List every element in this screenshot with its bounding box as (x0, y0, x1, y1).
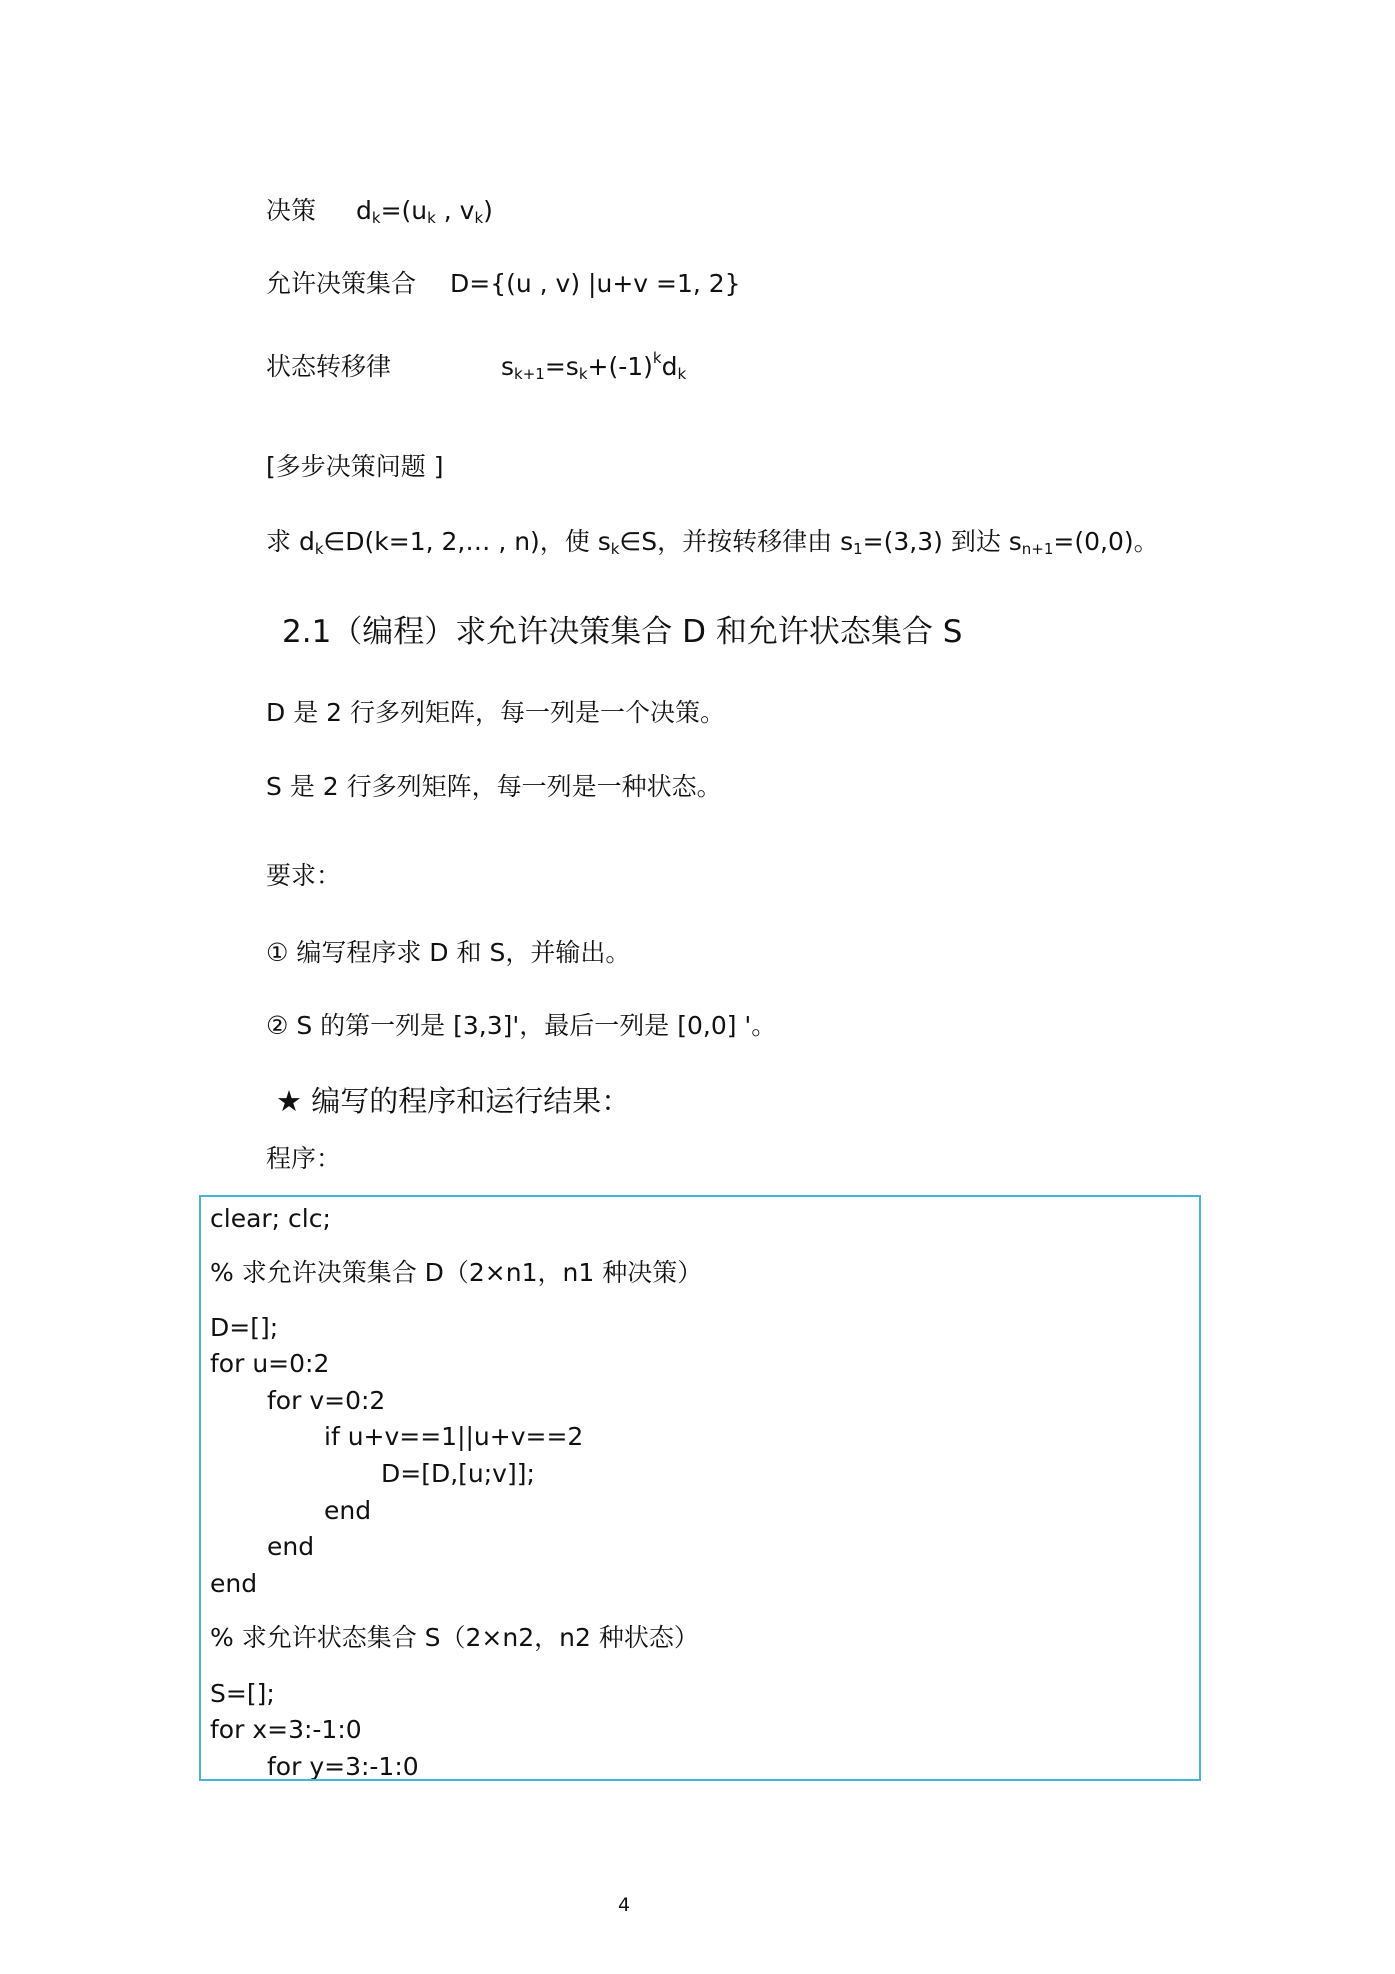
code-line: if u+v==1||u+v==2 (324, 1422, 584, 1451)
decision-formula: $d_k=(u_k$ , $v_k$) (356, 196, 493, 227)
transition-label: 状态转移律 (266, 352, 392, 381)
allowed-decision-line (266, 268, 741, 300)
requirement-1: ① 编写程序求 D 和 S，并输出。 (266, 938, 631, 967)
code-line: D=[D,[u;v]]; (381, 1459, 535, 1488)
d-description: D 是 2 行多列矩阵，每一列是一个决策。 (266, 698, 725, 727)
program-results-heading: ★ 编写的程序和运行结果： (276, 1084, 631, 1118)
code-line: for y=3:-1:0 (267, 1752, 419, 1781)
code-line: % 求允许状态集合 S（2×n2，n2 种状态） (210, 1623, 699, 1652)
code-line: for x=3:-1:0 (210, 1715, 362, 1744)
code-line: end (324, 1496, 372, 1525)
problem-title: [多步决策问题 ] (266, 452, 444, 481)
code-line: end (210, 1569, 258, 1598)
code-line: D=[]; (210, 1313, 279, 1342)
section-heading: 2.1（编程）求允许决策集合 D 和允许状态集合 S (282, 614, 963, 650)
transition-line (266, 342, 686, 390)
code-line: % 求允许决策集合 D（2×n1，n1 种决策） (210, 1258, 703, 1287)
requirements-label: 要求： (266, 861, 342, 890)
code-line: end (267, 1532, 315, 1561)
decision-label: 决策 (266, 196, 317, 225)
code-line: S=[]; (210, 1679, 275, 1708)
transition-formula: $s_{k+1}=s_k+(-1)^kd_k$ (501, 349, 687, 383)
requirement-2: ② S 的第一列是 [3,3]'，最后一列是 [0,0] '。 (266, 1011, 777, 1040)
code-block (199, 1195, 1201, 1781)
allowed-decision-formula: D={(u , v) |u+v =1, 2} (450, 269, 741, 298)
program-label: 程序： (266, 1144, 342, 1173)
code-line: for v=0:2 (267, 1386, 386, 1415)
code-line: clear; clc; (210, 1204, 331, 1233)
problem-statement: 求 $d_k\in D(k=1$, 2,… , n)，使 $s_k\in S$，并按转移律由 $s_1=(3,3)$ 到达 $s_{n+1}=(0,0)$。 (266, 527, 1159, 558)
page-number: 4 (617, 1894, 631, 1916)
allowed-decision-label: 允许决策集合 (266, 269, 417, 298)
code-line: for u=0:2 (210, 1349, 330, 1378)
decision-line (266, 195, 493, 234)
s-description: S 是 2 行多列矩阵，每一列是一种状态。 (266, 772, 722, 801)
